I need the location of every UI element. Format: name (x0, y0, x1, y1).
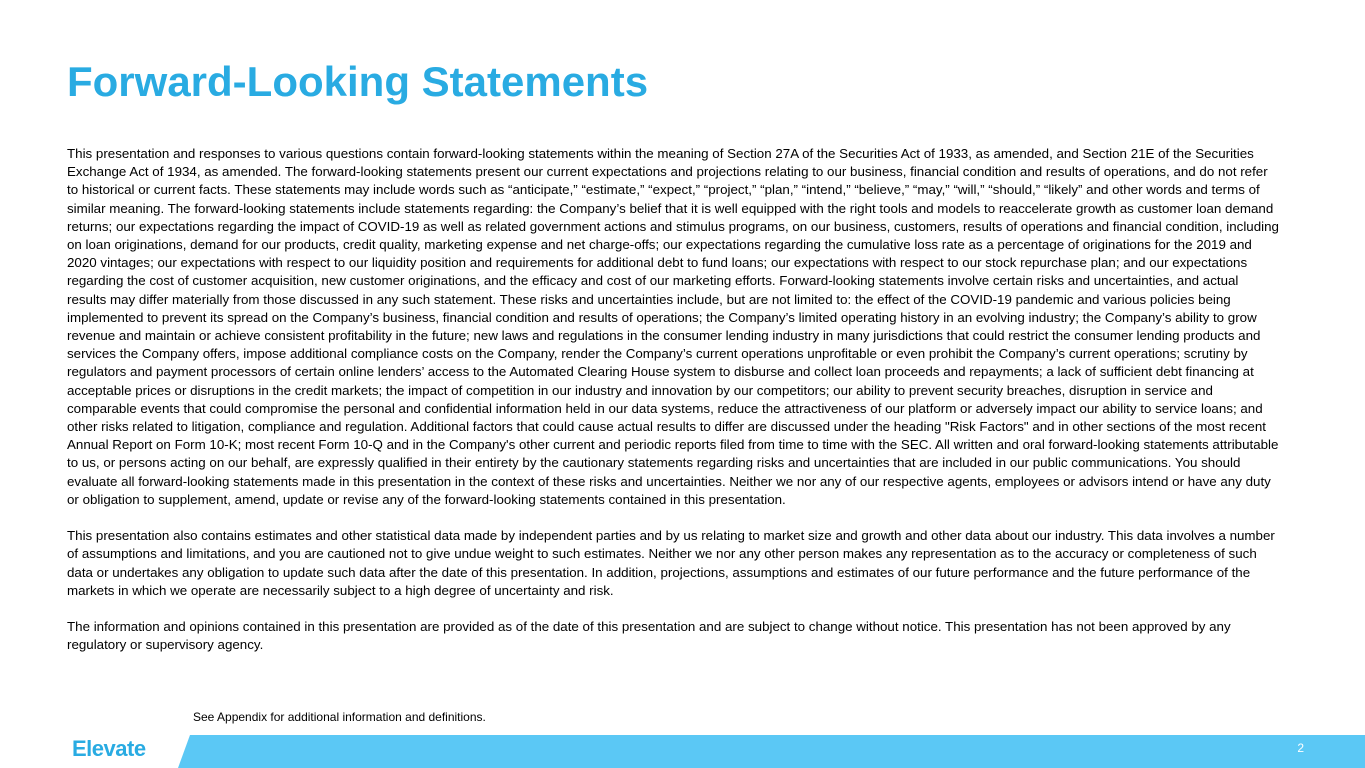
elevate-logo: Elevate (72, 736, 146, 761)
paragraph-statistical-data: This presentation also contains estimates and other statistical data made by independent parties and by us relating to market size and growth and other data about our industry. This data involves a number of assumptions and limitations, and you are cautioned not to give undue weight to such estimates. Neither we nor any other person makes any representation as to the accuracy or completeness of such data or undertakes any obligation to update such data after the date of this presentation. In addition, projections, assumptions and estimates of our future performance and the future performance of the markets in which we operate are necessarily subject to a high degree of uncertainty and risk. (67, 528, 1275, 598)
page-number: 2 (1297, 741, 1304, 755)
paragraph-information-opinions: The information and opinions contained in this presentation are provided as of the date of this presentation and are subject to change without notice. This presentation has not been approved by any regulatory or supervisory agency. (67, 619, 1231, 653)
paragraph-forward-looking: This presentation and responses to various questions contain forward-looking statements within the meaning of Section 27A of the Securities Act of 1933, as amended, and Section 21E of the Securities Exchange Act of 1934, as amended. The forward-looking statements present our current expectations and projections relating to our business, financial condition and results of operations, and do not refer to historical or current facts. These statements may include words such as “anticipate,” “estimate,” “expect,” “project,” “plan,” “intend,” “believe,” “may,” “will,” “should,” “likely” and other words and terms of similar meaning. The forward-looking statements include statements regarding: the Company’s belief that it is well equipped with the right tools and models to reaccelerate growth as customer loan demand returns; our expectations regarding the impact of COVID-19 as well as related government actions and stimulus programs, on our business, customers, results of operations and financial condition, including on loan originations, demand for our products, credit quality, marketing expense and net charge-offs; our expectations regarding the cumulative loss rate as a percentage of originations for the 2019 and 2020 vintages; our expectations with respect to our liquidity position and requirements for additional debt to fund loans; our expectations with respect to our stock repurchase plan; and our expectations regarding the cost of customer acquisition, new customer originations, and the efficacy and cost of our marketing efforts. Forward-looking statements involve certain risks and uncertainties, and actual results may differ materially from those discussed in any such statement. These risks and uncertainties include, but are not limited to: the effect of the COVID-19 pandemic and various policies being implemented to prevent its spread on the Company’s business, financial condition and results of operations; the Company’s limited operating history in an evolving industry; the Company’s ability to grow revenue and maintain or achieve consistent profitability in the future; new laws and regulations in the consumer lending industry in many jurisdictions that could restrict the consumer lending products and services the Company offers, impose additional compliance costs on the Company, render the Company’s current operations unprofitable or even prohibit the Company’s current operations; scrutiny by regulators and payment processors of certain online lenders’ access to the Automated Clearing House system to disburse and collect loan proceeds and repayments; a lack of sufficient debt financing at acceptable prices or disruptions in the credit markets; the impact of competition in our industry and innovation by our competitors; our ability to prevent security breaches, disruption in service and comparable events that could compromise the personal and confidential information held in our data systems, reduce the attractiveness of our platform or adversely impact our ability to service loans; and other risks related to litigation, compliance and regulation. Additional factors that could cause actual results to differ are discussed under the heading "Risk Factors" and in other sections of the most recent Annual Report on Form 10-K; most recent Form 10-Q and in the Company's other current and periodic reports filed from time to time with the SEC. All written and oral forward-looking statements attributable to us, or persons acting on our behalf, are expressly qualified in their entirety by the cautionary statements regarding risks and uncertainties that are included in our public communications. You should evaluate all forward-looking statements made in this presentation in the context of these risks and uncertainties. Neither we nor any of our respective agents, employees or advisors intend or have any duty or obligation to supplement, amend, update or revise any of the forward-looking statements contained in this presentation. (67, 146, 1279, 507)
slide-title: Forward-Looking Statements (67, 58, 649, 105)
appendix-note: See Appendix for additional information and definitions. (193, 710, 486, 724)
footer-band (0, 735, 1365, 768)
slide-body (67, 145, 1279, 655)
